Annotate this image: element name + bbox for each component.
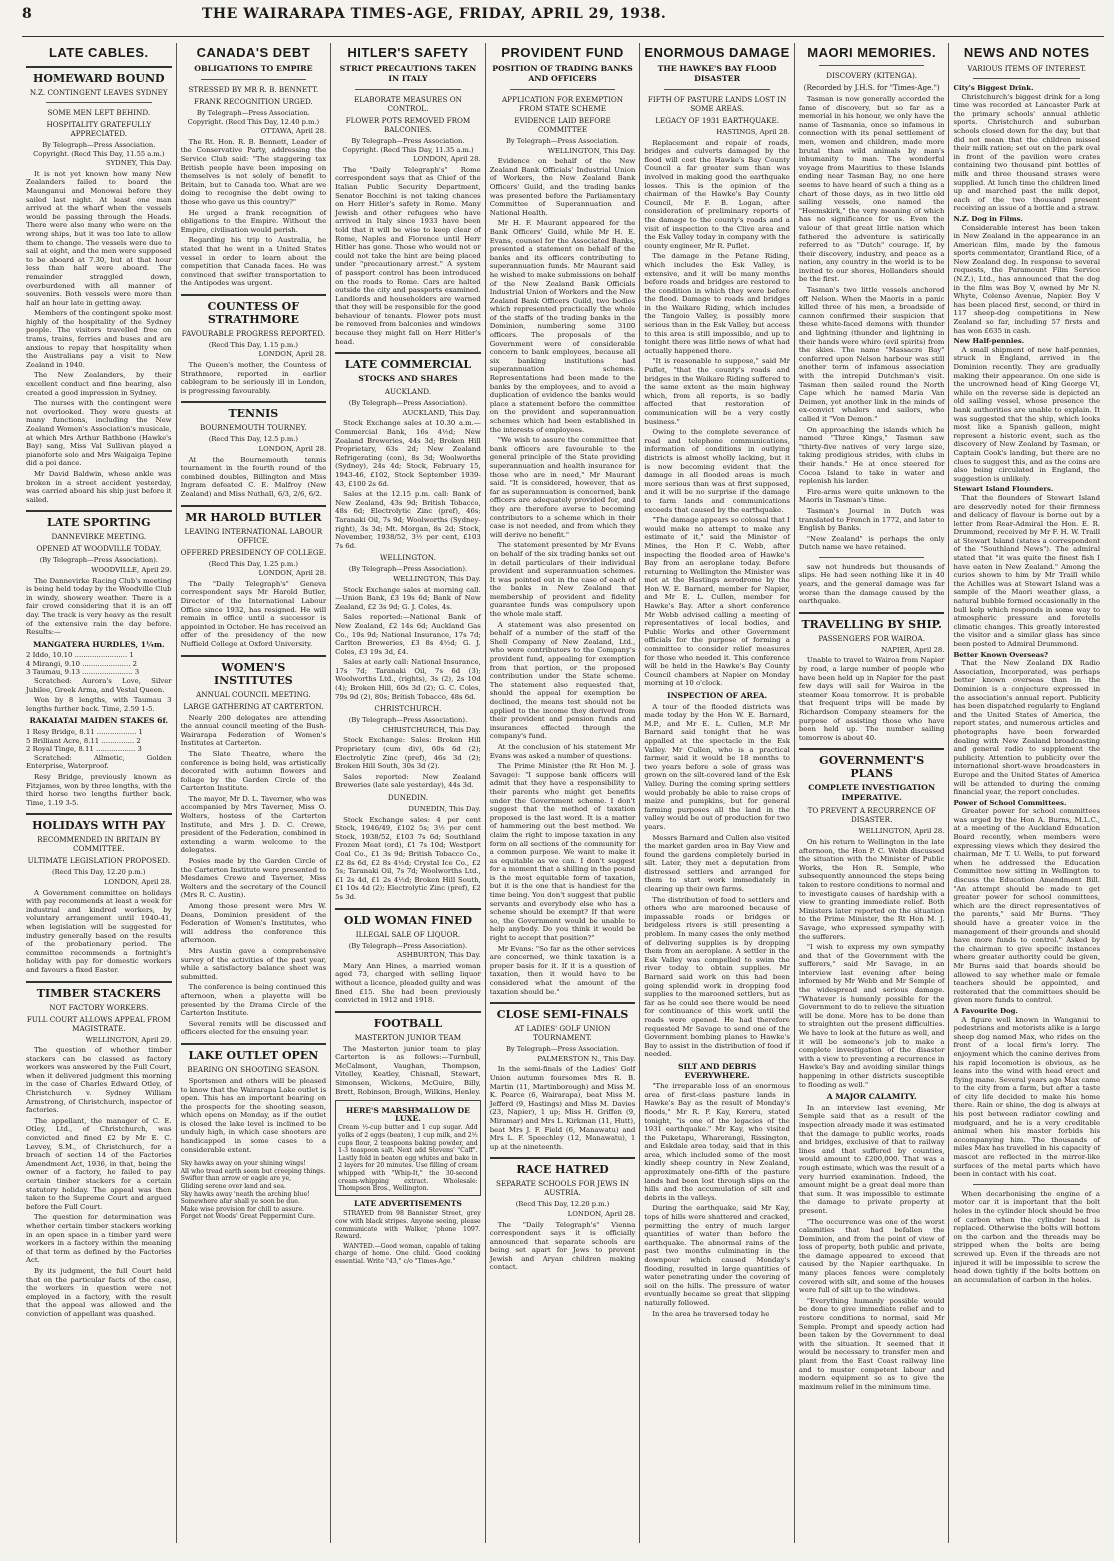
paragraph: Several remits will be discussed and officers elected for the ensuing year.	[180, 1019, 327, 1037]
subhead: ULTIMATE LEGISLATION PROPOSED.	[27, 856, 170, 866]
paragraph: When decarbonising the engine of a motor car it is important that the bolt holes in the cylinder block should be free of carbon when the cylinder head is replaced. Otherwise the bolts will bottom on the carbon and the threads may be stripped when the bolts are being screwed up. Even if the threads are not injured it will be impossible to screw the head down tightly if the bolts bottom on an accumulation of carbon in the holes.	[953, 1189, 1101, 1284]
column-1	[22, 43, 177, 1543]
divider	[510, 89, 616, 90]
subhead: FRANK RECOGNITION URGED.	[193, 97, 313, 106]
subhead: ILLEGAL SALE OF LIQUOR.	[355, 929, 461, 939]
section-heading: A MAJOR CALAMITY.	[826, 1092, 917, 1102]
paragraph: "It is reasonable to suppose," said Mr Puflet, "that the county's roads and bridges in the Waikare Riding suffered to the same extent as the main highway which, from all reports, is so badly affected that restoration of communication will be a very costly business."	[644, 357, 790, 426]
paragraph: The nurses with the contingent were not overlooked. They were guests at many functions, including the New Zealand Women's Association's musicale, at which Mrs Arthur Rathbone (Hawke's Bay) sang, Miss Val Sullivan played a pianoforte solo and Mrs Waigaiga Tepine did a poi dance.	[26, 399, 172, 468]
subhead: MASTERTON JUNIOR TEAM	[354, 1032, 462, 1042]
paragraph: By its judgment, the full Court held that on the particular facts of the case, the workers in question were not employed in a factory, with the result that the appeal was allowed and the conviction of appellant was quashed.	[26, 1266, 172, 1318]
section-heading: SILT AND DEBRIS EVERYWHERE.	[677, 1061, 757, 1080]
dateline: HASTINGS, April 28.	[716, 128, 790, 136]
paragraph: Greater power for school committees was urged by the Hon A. Burns, M.L.C., at a meeting of the Auckland Education Board recently, when members were expressing views which they desired the chairman, Mr T. U. Wells, to put forward when he addressed the Education Committee now sitting in Wellington to discuss the Education Amendment Bill. "An attempt should be made to get greater power for school committees, which are the direct representatives of the parents," said Mr Burns. "They should have a greater voice in the management of their grounds and should have more funds to control." Asked by the chairman to give specific instances where greater authority could be given, Mr Burns said that boards should be allowed to say whether male or female teachers should be appointed, and reiterated that the committees should be given more funds to control.	[953, 807, 1101, 1005]
subhead: FLOWER POTS REMOVED FROM BALCONIES.	[345, 116, 471, 134]
divider	[973, 78, 1080, 79]
paragraph: At the Bournemouth tennis tournament in the fourth round of the combined doubles, Billington and Miss Ingram defeated C. E. Malfroy (New Zealand) and Miss Nuthall, 6/3, 2/6, 6/2.	[180, 455, 327, 498]
headline-countess: COUNTESS OF STRATHMORE	[181, 294, 327, 326]
credit-line: (By Telegraph—Press Association).	[348, 399, 468, 408]
subhead: BEARING ON SHOOTING SEASON.	[187, 1064, 320, 1074]
headline-race-hatred: RACE HATRED	[490, 1157, 636, 1176]
classified-ad: STRAYED from 98 Bannister Street, grey cow with black stripes. Anyone seeing, please communicate with Walker, 'phone 1097. Reward.	[335, 1210, 481, 1241]
dateline: WELLINGTON, April 29.	[85, 1035, 172, 1044]
headline-enormous-damage: ENORMOUS DAMAGE	[644, 45, 790, 60]
dateline: LONDON, April 28.	[567, 1209, 636, 1218]
subhead: VARIOUS ITEMS OF INTEREST.	[967, 64, 1087, 73]
item-heading: N.Z. Dog in Films.	[953, 214, 1023, 223]
paragraph: Christchurch's biggest drink for a long time was recorded at Lancaster Park at the primary schools' annual athletic sports. Christchurch and suburban schools closed down for the day, but that did not mean that the children missed their milk ration; set out on the park oval in front of the pavilion were crates containing two thousand pint bottles of milk and three thousand straws were supplied. At lunch time the children lined up and marched past the milk depot, each of the two thousand present receiving an issue of a bottle and a straw.	[953, 92, 1101, 213]
column-2	[177, 43, 332, 1543]
subhead: DUNEDIN.	[387, 793, 428, 802]
paragraph: The Slate Theatre, where the conference is being held, was artistically decorated with autumn flowers and foliage by the Garden Circle of the Carterton Institute.	[180, 749, 327, 793]
paragraph: He urged a frank recognition of obligations to the Empire. Without the Empire, civilisation would perish.	[180, 208, 327, 234]
subhead: APPLICATION FOR EXEMPTION FROM STATE SCHEME	[501, 95, 624, 113]
subhead: N.Z. CONTINGENT LEAVES SYDNEY	[29, 88, 168, 97]
ad-title: HERE'S MARSHMALLOW DE LUXE.	[345, 1106, 470, 1123]
subhead: DANNEVIRKE MEETING.	[51, 532, 147, 542]
dateline: PALMERSTON N., This Day.	[537, 1054, 636, 1063]
credit-line: (Recd This Day, 12.20 p.m.)	[52, 868, 146, 877]
paragraph: Stock Exchange sales at 10.30 a.m.—Commercial Bank, 16s 4½d; New Zealand Breweries, 44s 3d; Broken Hill Proprietary, 63s 2d; New Zealand Refrigerating (con), 8s 3d; Woolworths (Sydney), 24s 4d; Stock, February 15, 1943-46, £102, Stock September 1939-43, £100 2s 6d.	[335, 419, 481, 488]
paragraph: Among those present were Mrs W. Deans, Dominion president of the Federation of Women's Institutes, who will address the conference this afternoon.	[180, 902, 327, 945]
paragraph: A figure well known in Wanganui to pedestrians and motorists alike is a large sheep dog named Max, who rides on the front of a local firm's lorry. The enjoyment which the canine derives from his rapid locomotion is obvious, as he leans into the wind with head erect and flying mane. Several years ago Max came to the city from a farm, but after a taste of city life decided to make his home there. Rain or shine, the dog is always at his post between radiator cowling and mudguard, and he is a very creditable animal when his master forbids his accompanying him. The thousands of miles Max has travelled in his capacity of mascot are reflected in the mirror-like surfaces of the metal parts which have been in contact with his coat.	[953, 1015, 1101, 1179]
paragraph: In the semi-finals of the Ladies' Golf Union autumn foursomes Mrs R. B. Martin (11, Martinborough) and Miss M. K. Pearce (6, Wairarapa), beat Miss M. Jefferd (9, Hastings) and Miss M. Davies (23, Napier), 1 up; Miss H. Griffen (9, Miramar) and Mrs L. Kirkman (11, Hutt), beat Mrs J. F. Field (6, Manawatu) and Mrs L. F. Speechley (12, Manawatu), 1 up at the nineteenth.	[489, 1065, 636, 1151]
dateline: LONDON, April 28.	[413, 155, 481, 164]
paragraph: Tasman is now generally accorded the fame of discovery, but so far as a memorial in his honour, we only have the name of Tasmania, once so infamous in connection with its penal settlement of men, women and children, made more brutal than wild animals by man's inhumanity to man. The wonderful voyage from Mauritius to these Islands ending near Tasman Bay, no one here seems to have heard of such a thing as a chart of those days, as in two little old sailing vessels, one named the "Heemskirk," the very meaning of which has no significance for us. Even the valour of that great little nation which fathered the adventure is satirically referred to as "Dutch" courage. If, by their discovery, industry, and peace as a nation, any country in the world is to be invited to our shores, Hollanders should be the first.	[798, 95, 945, 284]
race-result: 4 Mirangi, 9.10 ...................... 2	[26, 659, 137, 668]
race-result: 3 Taumau, 9.13 ....................... 3	[26, 668, 140, 677]
paragraph: The statement presented by Mr Evans on behalf of the six trading banks set out in detail particulars of their individual provident and superannuation schemes. It was pointed out in the case of each of the banks in New Zealand that membership of provident and fidelity guarantee funds was compulsory upon the whole male staff.	[489, 541, 636, 619]
subhead: SEPARATE SCHOOLS FOR JEWS IN AUSTRIA.	[496, 1179, 629, 1198]
paragraph: A tour of the flooded districts was made today by the Hon W. E. Barnard, M.P., and Mr E. L. Cullen, M.P. Mr Barnard said tonight that he was appalled at the spectacle in the Esk Valley. Mr Cullen, who is a practical farmer, said it would be 18 months to two years before a sole of grass was grown on the silt-covered land of the Esk Valley. During the coming spring settlers would probably be able to raise crops of maize and pumpkins, but for general farming purposes all the land in the valley would be out of production for two years.	[644, 702, 790, 831]
paragraph: The "Daily Telegraph's" Geneva correspondent says Mr Harold Butler, Director of the International Labour Office since 1932, has resigned. He will remain in office until a successor is appointed in October. He has received an offer of the presidency of the new Nuffield College at Oxford University.	[180, 579, 327, 648]
paragraph: "I wish to express my own sympathy and that of the Government with the sufferers," said Mr Savage, in an interview last evening after being informed by Mr Webb and Mr Semple of the widespread and serious damage. "Whatever is humanly possible for the Government to do to relieve the situation will be done. More has to be done than to straighten out the present difficulties. We have to look at the future as well, and it will be someone's job to make a complete investigation of the disaster with a view to preventing a recurrence in Hawke's Bay and avoiding similar things happening in other districts susceptible to flooding as well."	[798, 943, 945, 1089]
paragraph: Scratched: Aurora's Love, Silver Jubilee, Greek Arma, and Vestal Queen.	[26, 677, 172, 694]
dateline: WELLINGTON, This Day.	[393, 574, 481, 583]
paragraph: Unable to travel to Wairoa from Napier by road, a large number of people who have been held up in Napier for the past few days will sail for Wairoa in the steamer Koau tomorrow. It is probable that frequent trips will be made by Richardson Company steamers for the purpose of assisting those who have been held up. The number sailing tomorrow is about 40.	[798, 656, 945, 742]
paragraph: A Government committee on holidays with pay recommends at least a week for industrial and kindred workers, by voluntary arrangement until 1940-41, when legislation will be suggested for industry generally based on the results of the probationary period. The committee recommends a fortnight's holiday with pay for domestic workers and favours a fixed Easter.	[26, 888, 172, 974]
paragraph: During the earthquake, said Mr Kay, tops of hills were shattered and cracked, permitting the entry of much larger quantities of water than before the earthquake. The abnormal rains of the past two months culminating in the downpour which caused Monday's flooding, resulted in large quantities of water penetrating under the covering of soil on the hills. The pressure of water eventually became so great that slipping naturally followed.	[644, 1204, 790, 1307]
paragraph: Mr David Baldwin, whose ankle was broken in a street accident yesterday, was carried aboard his ship just before it sailed.	[26, 469, 172, 504]
dateline: WOODVILLE, April 29.	[91, 565, 172, 574]
paragraph: Messrs Barnard and Cullen also visited the market garden area in Bay View and found the gardens completely buried in silt. Later, they met a deputation from distressed settlers and arranged for them to start work immediately in clearing up their own farms.	[644, 833, 790, 894]
headline-maori-memories: MAORI MEMORIES.	[807, 45, 937, 60]
headline-harold-butler: MR HAROLD BUTLER	[181, 505, 327, 524]
paragraph: At the conclusion of his statement Mr Evans was asked a number of questions.	[489, 742, 636, 760]
paragraph: Evidence on behalf of the New Zealand Bank Officials' Industrial Union of Workers, the New Zealand Bank Officers' Guild, and the trading banks was presented before the Parliamentary Committee of Superannuation and National Health.	[489, 157, 636, 217]
paragraph: Mr Evans: "So far as the other services are concerned, we think taxation is a proper basis for it. If it is a question of taxation, then it would have to be considered what the amount of the taxation should be."	[489, 944, 636, 996]
headline-governments-plans: GOVERNMENT'S PLANS	[799, 748, 945, 780]
subhead: FIFTH OF PASTURE LANDS LOST IN SOME AREAS.	[647, 95, 787, 113]
paragraph: Sales reported: New Zealand Breweries (late sale yesterday), 44s 3d.	[335, 772, 481, 790]
subhead: OBLIGATIONS TO EMPIRE	[194, 64, 313, 73]
dateline: CHRISTCHURCH, This Day.	[382, 725, 481, 734]
dateline: SYDNEY, This Day.	[105, 159, 172, 168]
credit-line: By Telegraph—Press Association.	[505, 137, 620, 145]
item-heading: City's Biggest Drink.	[953, 84, 1034, 92]
credit-line: (By Telegraph—Press Association).	[348, 565, 468, 574]
paragraph: "New Zealand" is perhaps the only Dutch name we have retained.	[798, 534, 945, 552]
race-result: 1 Resy Bridge, 8.11 .................. 1	[26, 728, 143, 737]
paragraph: Fire-arms were quite unknown to the Maoris in Tasman's time.	[798, 487, 945, 505]
paragraph: In the area he traversed today he	[652, 1309, 770, 1318]
dateline: WELLINGTON, April 28.	[858, 827, 945, 836]
subhead: EVIDENCE LAID BEFORE COMMITTEE	[514, 116, 611, 134]
headline-news-and-notes: NEWS AND NOTES	[963, 45, 1090, 60]
ad-body: Cream ½-cup butter and 1 cup sugar. Add yolks of 2 eggs (beaten), 1 cup milk, and 2½ cups flour, 2 teaspoons baking powder, and 1-3 teaspoon salt. Next add Stevens' "Caff". Lastly fold in beaten egg whites and bake in 2 layers for 20 minutes. Use filling of cream whipped with "Whip-It," the 30-second cream-whipping extract. Wholesale: Thompson Bros., Wellington.	[338, 1124, 478, 1193]
subhead: NOT FACTORY WORKERS.	[49, 1002, 149, 1012]
poem-line: Somewhere afar shall ye soon be due.	[180, 1198, 300, 1206]
columns	[22, 43, 1104, 1543]
subhead: ELABORATE MEASURES ON CONTROL.	[354, 95, 462, 113]
column-7	[949, 43, 1104, 1543]
item-heading: Stewart Island Flounders.	[953, 485, 1054, 494]
paragraph: The conference is being continued this afternoon, when a playette will be presented by the Drama Circle of the Carterton Institute.	[180, 983, 327, 1018]
subhead: FAVOURABLE PROGRESS REPORTED.	[181, 328, 326, 338]
headline-womens-institutes: WOMEN'S INSTITUTES	[181, 655, 327, 687]
poem-line: All who tread earth seem but creeping things.	[180, 1167, 326, 1175]
paragraph: The mayor, Mr D. L. Taverner, who was accompanied by Mrs Taverner, Miss O. Wolters, hostess of the Carterton Institute, and Mrs J. D. C. Crewe, president of the Federation, combined in extending a warm welcome to the delegates.	[180, 794, 327, 855]
paragraph: The appellant, the manager of C. E. Otley, Ltd., of Christchurch, was convicted and fined £2 by Mr E. C. Levvey, S.M., of Christchurch, for a breach of section 14 of the Factories Amendment Act, 1936, in that, being the owner of a factory, he failed to pay certain timber stackers for a certain statutory holiday. The appeal was then taken to the Supreme Court and argued before the Full Court.	[26, 1116, 172, 1211]
poem-line: Swifter than arrow or eagle are ye,	[180, 1175, 292, 1183]
paragraph: Resy Bridge, previously known as Fitzjames, won by three lengths, with the third horse two lengths further back. Time, 1.19 3-5.	[26, 773, 172, 807]
headline-close-semi-finals: CLOSE SEMI-FINALS	[490, 1002, 636, 1021]
dateline: DUNEDIN, This Day.	[408, 805, 481, 813]
paragraph: The Masterton junior team to play Carterton is as follows:—Turnbull, McCalmont, Vaughan, Thompson, Vitelley, Keatley, Chisnall, Stewart, Simonsen, Wickens, McGuire, Billy, Brett, Robinson, Brough, Wilkins, Henley.	[335, 1044, 481, 1096]
page-number: 8	[22, 6, 32, 22]
paragraph: On his return to Wellington in the late afternoon, the Hon P. C. Webb discussed the situation with the Minister of Public Works, the Hon R. Semple, who subsequently announced the steps being taken to restore conditions to normal and to investigate causes of hardship with a view to granting immediate relief. Both Ministers later reported on the situation to the Prime Minister, the Rt Hon M. J. Savage, who expressed sympathy with the sufferers.	[798, 837, 945, 941]
subhead: POSITION OF TRADING BANKS AND OFFICERS	[492, 64, 633, 83]
headline-homeward-bound: HOMEWARD BOUND	[26, 66, 172, 85]
headline-timber-stackers: TIMBER STACKERS	[26, 981, 172, 1000]
divider	[355, 89, 461, 90]
credit-line: (Recd This Day, 1.15 p.m.)	[208, 340, 298, 349]
divider	[973, 1184, 1080, 1185]
poem-line: Sky hawks away 'neath the arching blue!	[180, 1190, 310, 1198]
subhead: LEGACY OF 1931 EARTHQUAKE.	[655, 116, 780, 125]
subhead: THE HAWKE'S BAY FLOOD DISASTER	[657, 64, 777, 83]
divider	[819, 557, 925, 558]
newspaper-title: THE WAIRARAPA TIMES-AGE, FRIDAY, APRIL 29, 1938.	[202, 6, 667, 22]
paragraph: Sales reported:—National Bank of New Zealand, £2 14s 6d; Auckland Gas Co., 19s 9d; National Insurance, 17s 7d; Carlton Breweries, £3 8s 4½d; G. J. Coles, £3 19s 3d, £4.	[335, 613, 481, 656]
poem-line: Forget not Woods' Great Peppermint Cure.	[180, 1213, 316, 1221]
paragraph: Stock Exchange: Sales: Broken Hill Proprietary (cum div), 60s 6d (2); Electrolytic Zinc (pref), 46s 3d (2); Broken Hill South, 30s 3d (2).	[335, 736, 481, 771]
headline-canadas-debt: CANADA'S DEBT	[196, 45, 311, 60]
subhead: FULL COURT ALLOWS APPEAL FROM MAGISTRATE.	[26, 1014, 171, 1033]
headline-late-sporting: LATE SPORTING	[26, 510, 172, 529]
item-heading: Better Known Overseas?	[953, 650, 1049, 659]
paragraph: Stock Exchange sales: 4 per cent Stock, 1946/49, £102 5s; 3½ per cent Stock, 1938/52, £103 7s 6d; Southland Frozen Meat (ord), £1 7s 10d; Westport Coal Co., £1 3s 9d; British Tobacco Co., £2 8s 6d, £2 8s 4½d; Crystal Ice Co., £2 5s; Taranaki Oil, 7s 7d; Woolworths Ltd., £1 2s 4d, £1 2s 4½d; Broken Hill South, £1 10s 4d (2); Electrolytic Zinc (pref), £2 5s 3d.	[335, 815, 481, 901]
paragraph: A statement was also presented on behalf of a number of the staff of the Shell Company of New Zealand, Ltd., who were contributors to the Company's provident fund, appealing for exemption from that portion, or the proposed contribution under the State scheme. The statement also requested that, should the appeal for exemption be declined, the means test should not be applied to the income they derived from their provident and pension funds and insurances effected through the company's fund.	[489, 620, 636, 741]
paragraph: It is not yet known how many New Zealanders failed to board the Maunganui and Monowai before they sailed last night. At least one man arrived at the wharf when the vessels would be passing through the Heads. There were also many who were on the wrong ships, but it was too late to allow them to change. The vessels were due to sail at eight, and the men were supposed to be aboard at 7.30, but at that hour less than half were aboard. The remainder straggled down, overburdened with all manner of souvenirs. Both vessels were more than half an hour late in getting away.	[26, 169, 172, 307]
classified-ad: WANTED.—Good woman, capable of taking charge of home. One child. Good cooking essential. Write "43," c/o "Times-Age."	[335, 1242, 481, 1265]
divider	[201, 79, 307, 80]
race-result: 2 Iddo, 10.10 ........................ 1	[26, 651, 134, 660]
paragraph: "The damage appears so colossal that I would make no attempt to make any estimate of it," said the Minister of Mines, the Hon P. C. Webb, after inspecting the flooded area of Hawke's Bay from an aeroplane today. Before returning to Wellington the Minister was met at the Hastings aerodrome by the Hon W. E. Barnard, member for Napier, and Mr E. L. Cullen, member for Hawke's Bay. After a short conference Mr Webb advised calling a meeting of representatives of local bodies, and Public Works and other Government officials for the purpose of forming a committee to consider relief measures for those who needed it. This conference will be held in the Hawke's Bay County Council chambers at Napier on Monday morning at 10 o'clock.	[644, 516, 790, 688]
headline-lake-outlet: LAKE OUTLET OPEN	[181, 1043, 327, 1062]
paragraph: Mr H. F. Maurant appeared for the Bank Officers' Guild, while Mr H. E. Evans, counsel for the Associated Banks, presented a statement on behalf of the banks and its officers contributing to superannuation funds. Mr Maurant said he wished to make submissions on behalf of the New Zealand Bank Officials Industrial Union of Workers and the New Zealand Bank Officers Guild, two bodies which represented practically the whole of the staffs of the trading banks in the Dominion, numbering some 3100 officers. The proposals of the Government were of considerable concern to bank employees, because all six banking institutions had superannuation schemes. Representations had been made to the banks by the employees, and to avoid a duplication of evidence the banks would place a statement before the committee on the provident and superannuation schemes which had been established in the interests of employees.	[489, 219, 636, 434]
dateline: ASHBURTON, This Day.	[397, 951, 481, 960]
dateline: NAPIER, April 28.	[881, 645, 945, 654]
credit-line: (By Telegraph—Press Association).	[348, 941, 468, 950]
subhead: SOME MEN LEFT BEHIND.	[47, 108, 151, 117]
credit-line: By Telegraph—Press Association. Copyright. (Recd This Day, 12.40 p.m.)	[187, 109, 320, 126]
paragraph: Nearly 200 delegates are attending the annual council meeting of the Bush-Wairarapa Federation of Women's Institutes at Carterton.	[180, 713, 327, 748]
subhead: STRESSED BY MR R. B. BENNETT.	[188, 85, 319, 94]
subhead: PASSENGERS FOR WAIROA.	[818, 633, 925, 643]
paragraph: Posies made by the Garden Circle of the Carterton Institute were presented to Mesdames Crewe and Taverner, Miss Wolters and the secretary of the Council (Mrs R. C. Austin).	[180, 857, 327, 900]
paragraph: Won by 8 lengths, with Taumau 3 lengths further back. Time, 2.59 1-5.	[26, 696, 172, 713]
subhead: COMPLETE INVESTIGATION IMPERATIVE.	[808, 783, 936, 803]
headline-old-woman-fined: OLD WOMAN FINED	[335, 908, 481, 927]
dateline: LONDON, April 28.	[258, 445, 327, 454]
paragraph: A small shipment of new half-pennies, struck in England, arrived in the Dominion recently. They are gradually making their appearance. On one side is the uncrowned head of King George VI, while on the reverse side is depicted an old sailing vessel, whose presence the bank authorities are unable to explain. It was suggested that the ship, which looks most like a Spanish galleon, might represent a historic event, such as the discovery of New Zealand by Tasman, or Captain Cook's landing, but there are no clues to suggest this, and as the coins are also being circulated in England, the suggestion is unlikely.	[953, 345, 1101, 483]
paragraph: Sales at early call: National Insurance, 17s 7d; Taranaki Oil, 7s 6d (3); Woolworths Ltd., (rights), 3s (2), 2s 10d (4); Broken Hill, 60s 3d (2); G. C. Coles, 79s 9d (2), 80s; British Tobacco, 48s 6d.	[335, 658, 481, 701]
poem-line: Gliding serene over land and sea.	[180, 1183, 286, 1191]
credit-line: (Recd This Day, 12.20 p.m.)	[515, 1200, 610, 1209]
item-heading: Power of School Committees.	[953, 798, 1067, 807]
paragraph: The Rt. Hon. R. B. Bennett, Leader of the Conservative Party, addressing the Service Club said: "The staggering tax British people have been imposing on themselves is not solely of benefit to Britain, but to Canada too. What are we doing to recognise the debt owing to those who gave us this country?"	[180, 137, 327, 206]
subhead: CHRISTCHURCH.	[374, 704, 442, 714]
credit-line: (Recd This Day, 1.25 p.m.)	[208, 559, 298, 568]
headline-tennis: TENNIS	[181, 401, 327, 420]
paragraph: Mary Ann Hines, a married woman aged 73, charged with selling liquor without a licence, pleaded guilty and was fined £15. She had been previously convicted in 1912 and 1918.	[335, 961, 481, 1005]
poem-line: Make wise provision for chill to assure.	[180, 1205, 305, 1213]
dateline: WELLINGTON, This Day.	[547, 146, 636, 155]
paragraph: The Dannevirke Racing Club's meeting is being held today by the Woodville Club in windy, showery weather. There is a fair crowd considering that it is an off day. The track is very heavy as the result of the extensive rain the day before. Results:—	[26, 576, 172, 637]
paragraph: "Everything humanly possible would be done to give immediate relief and to restore conditions to normal, said Mr Semple. Prompt and speedy action had been taken by the Government to deal with the situation. It seemed that it would be necessary to transfer men and plant from the East Coast railway line and to muster competent labour and modern equipment so as to give the maximum relief in the minimum time.	[798, 1296, 945, 1391]
headline-hitlers-safety: HITLER'S SAFETY	[347, 45, 469, 60]
divider	[46, 102, 152, 103]
paragraph: Sportsmen and others will be pleased to know that the Wairarapa Lake outlet is open. This has an important bearing on the prospects for the shooting season, which opens on Monday, as if the outlet is closed the lake level is inclined to be unduly high, in which case shooters are handicapped in some cases to a considerable extent.	[180, 1076, 327, 1154]
paragraph: The question of whether timber stackers can be classed as factory workers was answered by the Full Court, when it delivered judgment this morning in the case of Charles Edward Otley, of Christchurch v. Sydney William Armstrong, of Christchurch, inspector of factories.	[26, 1046, 172, 1115]
dateline: LONDON, April 28.	[258, 350, 327, 359]
subhead: OPENED AT WOODVILLE TODAY.	[36, 544, 162, 554]
paragraph: The "Daily Telegraph's" Rome correspondent says that as Chief of the Italian Public Security Department, Senator Bocchini is not taking chances on Herr Hitler's safety in Rome. Many Jewish and other refugees who have arrived in Italy since 1933 have been told that it will be wise to keep clear of Rome, Naples and Florence until Herr Hitler has gone. Those who would not or could not take the hint are being placed under "precautionary arrest." A system of passport control has been introduced on the roads to Rome. Cars are halted outside the city and passports examined. Landlords and householders are warned that they will be responsible for the good behaviour of tenants. Flower pots must be removed from balconies and windows because they might fall on Herr Hitler's head.	[335, 165, 481, 346]
paragraph: The distribution of food to settlers and others who are marooned because of impassable roads or bridges or bridgeless rivers is still presenting a problem. In many cases the only method of delivering supplies is by dropping them from an aeroplane. A settler in the Esk Valley was compelled to swim the river today to obtain supplies. Mr Barnard said work on this had been going splendid work in dropping food supplies to the marooned settlers, but as far as he could see there would be need for continuance of this work until the roads were opened. He had therefore requested Mr Savage to send one of the Government bombing planes to Hawke's Bay to assist in the distribution of food if needed.	[644, 895, 790, 1059]
paragraph: "The occurrence was one of the worst calamities that had befallen the Dominion, and from the point of view of loss of property, both public and private, the damage appeared to exceed that caused by the Napier earthquake. In many places fences were completely covered with silt, and some of the houses were full of silt up to the windows.	[798, 1217, 945, 1295]
subhead: ANNUAL COUNCIL MEETING.	[196, 689, 311, 699]
subhead: RECOMMENDED IN BRITAIN BY COMMITTEE.	[37, 835, 161, 854]
masthead	[22, 6, 1104, 37]
credit-line: (By Telegraph—Press Association).	[39, 556, 158, 565]
race-result: 5 Brilliant Acre, 8.11 ............... 2	[26, 736, 141, 745]
paragraph: The damage in the Petane Riding, which includes the Esk Valley, is extensive, and it will be many months before roads and bridges are restored to the condition in which they were before the flood. Damage to roads and bridges in the Waikare Riding, which includes the Tangoio Valley, is possibly more serious than in the Esk Valley, but access to this area is still impossible, and up to tonight there was little news of what had actually happened there.	[644, 252, 790, 355]
subhead: WELLINGTON.	[380, 553, 436, 563]
headline-travelling-by-ship: TRAVELLING BY SHIP.	[799, 612, 945, 631]
subhead: AUCKLAND.	[384, 387, 432, 397]
subhead: STRICT PRECAUTIONS TAKEN IN ITALY	[339, 64, 477, 83]
headline-late-cables: LATE CABLES.	[48, 45, 149, 60]
paragraph: Tasman's Journal in Dutch was translated to French in 1772, and later to English by Banks.	[798, 506, 945, 533]
subhead: OFFERED PRESIDENCY OF COLLEGE.	[180, 547, 327, 557]
advertisement	[335, 1100, 481, 1196]
race-title: RAKAIATAI MAIDEN STAKES 6f.	[29, 716, 169, 726]
paragraph: Replacement and repair of roads, bridges and culverts damaged by the flood will cost the Hawke's Bay County Council a far greater sum than was involved in making good the earthquake losses. This is the opinion of the chairman of the Hawke's Bay County Council, Mr F. B. Logan, after consideration of preliminary reports of the damage to the county's roads and a visit of inspection to the Clive area and the Esk Valley today in company with the county engineer, Mr R. Puflet.	[644, 138, 790, 250]
paragraph: The Queen's mother, the Countess of Strathmore, reported in earlier cablegram to be seriously ill in London, is progressing favourably.	[180, 361, 327, 395]
paragraph: Considerable interest has been taken in New Zealand in the appearance in an American film, made by the famous sports commentator, Grantland Rice, of a New Zealand dog. In response to several requests, the Paramount Film Service (N.Z.), Ltd., has announced that the dog in the film was Boy V, owned by Mr N. Whyte, Colenso Avenue, Napier. Boy V has been placed first, second, or third in 117 sheep-dog competitions in New Zealand so far, including 57 firsts and has won £635 in cash.	[953, 223, 1101, 335]
paragraph: Members of the contingent spoke most highly of the hospitality of the Sydney people. The visitors travelled free on trams, trains, ferries and buses and are anxious to repay that hospitality when the Australians pay a visit to New Zealand in 1940.	[26, 309, 172, 369]
column-5	[640, 43, 795, 1543]
paragraph: Sales at the 12.15 p.m. call: Bank of New Zealand, 43s 9d; British Tobacco, 48s 6d; Electrolytic Zinc (pref), 46s; Taranaki Oil, 7s 9d; Woolworths (Sydney-right), 3s 3d; Mt. Morgan, 8s 2d; Stock, November, 1938/52, 3½ per cent, £103 7s 6d.	[335, 490, 481, 550]
dateline: OTTAWA, April 28.	[260, 127, 327, 136]
column-3	[331, 43, 486, 1543]
credit-line: By Telegraph—Press Association. Copyright. (Recd This Day, 11.55 a.m.)	[33, 141, 165, 158]
paragraph: That the New Zealand DX Radio Association, Incorporated, was perhaps better known overseas than in the Dominion is a conjecture expressed in the association's annual report. Publicity has been dispatched regularly to England and the United States of America, the report states, and numerous articles and photographs have been forwarded dealing with New Zealand broadcasting and general radio to supplement the publicity. Attention to publicity over the international short-wave broadcasters in Europe and the United States of America will be attended to during the coming financial year, the report concludes.	[953, 659, 1101, 797]
headline-late-commercial: LATE COMMERCIAL	[335, 352, 481, 371]
race-result: 2 Royal Tinge, 8.11 .................. 3	[26, 745, 142, 754]
headline-football: FOOTBALL	[335, 1011, 481, 1030]
column-4	[486, 43, 641, 1543]
paragraph: The question for determination was whether certain timber stackers working in an open space in a timber yard were workers in a factory within the meaning of that term as defined by the Factories Act.	[26, 1213, 172, 1265]
paragraph: Mrs Austin gave a comprehensive survey of the activities of the past year, while a satisfactory balance sheet was submitted.	[180, 946, 327, 981]
credit-line: By Telegraph—Press Association.	[505, 1045, 620, 1054]
item-heading: New Half-pennies.	[953, 337, 1025, 346]
paragraph: On approaching the islands which he named "Three Kings," Tasman saw "thirty-five natives of very large size, taking prodigious strides, with clubs in their hands." He at once steered for Cocoa Island to take in water and replenish his larder.	[798, 425, 945, 486]
paragraph: Tasman's two little vessels anchored off Nelson. When the Maoris in a panic killed three of his men, a broadside of cannon confirmed their suspicion that these white-faced demons with thunder and lightning (thunder and lightning in their hands were whiro (evil spirits) from the skies. The name "Massacre Bay" conferred upon Nelson harbour was still another term of infamous association with the intrepid Dutchman's visit. Tasman then sailed round the North Cape which he named Maria Van Deimen, yet another link in the minds of ex-convict whalers and sailors, who called it "Von Demon."	[798, 286, 945, 423]
section-heading: INSPECTION OF AREA.	[667, 691, 768, 700]
credit-line: (By Telegraph—Press Association).	[348, 716, 468, 725]
subhead: TO PREVENT A RECURRENCE OF DISASTER.	[807, 806, 936, 825]
race-title: MANGATERA HURDLES, 1¼m.	[32, 639, 165, 649]
poem-line: Sky hawks away on your shining wings!	[180, 1160, 306, 1168]
headline-holidays-with-pay: HOLIDAYS WITH PAY	[26, 813, 172, 832]
paragraph: The Prime Minister (the Rt Hon M. J. Savage): "I suppose bank officers will admit that they have a responsibility to their parents who might get benefits under the Government scheme. I don't suggest that the method of taxation proposed is the last word. It is a matter of hammering out the best method. We claim the right to impose taxation in any form on all sections of the community for a common purpose. We want to make it as equitable as we can. I don't suggest for a moment that a shilling in the pound is the most equitable form of taxation, but it is the one that is handiest for the time being. You don't suggest that public servants and everybody else who has a scheme should be exempt? If that were so, the Government would be unable to help anybody. Do you think it would be right to accept that position?"	[489, 762, 636, 943]
paragraph: Scratched: Allmetic, Golden Enterprise, Waterproof.	[26, 753, 172, 771]
paragraph: The New Zealanders, by their excellent conduct and fine bearing, also created a good impression in Sydney.	[26, 371, 172, 397]
subhead: BOURNEMOUTH TOURNEY.	[199, 423, 307, 433]
paragraph: saw not hundreds but thousands of slips. He had seen nothing like it in 40 years, and the general damage was far worse than the damage caused by the earthquake.	[798, 562, 945, 606]
subhead: DISCOVERY (KITENGA).	[826, 71, 918, 80]
subhead: LEAVING INTERNATIONAL LABOUR OFFICE.	[184, 526, 323, 545]
paragraph: Stock Exchange sales at morning call.—Union Bank, £3 19s 6d; Bank of New Zealand, £2 3s 9d; G. J. Coles, 4s.	[335, 585, 481, 611]
paragraph: Regarding his trip to Australia, he stated that he went in a United States vessel in order to learn about the competition that Canada faces. He was convinced that swifter transportation to the Antipodes was urgent.	[180, 236, 327, 288]
subhead: HOSPITALITY GRATEFULLY APPRECIATED.	[46, 120, 152, 138]
paragraph: In an interview last evening, Mr Semple said that as a result of the inspection already made it was estimated that the damage to public works, roads and bridges, exclusive of that to railway lines and that suffered by counties, would amount to £200,000. That was a rough estimate, which was the result of a very hurried examination. Indeed, the amount might be a great deal more than that sum. It was impossible to estimate the damage to private property at present.	[798, 1103, 945, 1215]
subhead: STOCKS AND SHARES	[358, 374, 458, 384]
dateline: LONDON, April 28.	[258, 569, 327, 578]
credit-line: (Recd This Day, 12.5 p.m.)	[208, 435, 298, 444]
paragraph: That the flounders of Stewart Island are deservedly noted for their firmness and delicacy of flavour is borne out by a letter from Rear-Admiral the Hon. E. R. Drummond, received by Mr F. H. W. Traill at Stewart Island (states a correspondent of the "Southland News"). The admiral stated that "it was quite the finest fish I have eaten in New Zealand." Among the curios shown to him by Mr Traill while the Achilles was at Stewart Island was a sample of the Maori weather glass, a natural bubble formed occasionally in the bull kelp which responds in some way to atmospheric pressure and foretells climatic changes. This greatly interested the visitor and a similar glass has since been posted to Admiral Drummond.	[953, 493, 1101, 648]
paragraph: The "Daily Telegraph's" Vienna correspondent says it is officially announced that separate schools are being set apart for Jews to prevent Jewish and Aryan children making contact.	[489, 1220, 636, 1272]
headline-provident-fund: PROVIDENT FUND	[501, 45, 624, 60]
divider	[664, 89, 770, 90]
paragraph: "The irreparable loss of an enormous area of first-class pasture lands in Hawke's Bay as the result of Monday's floods," Mr R. P. Kay, Kereru, stated tonight, "is one of the legacies of the 1931 earthquake." Mr Kay, who visited the Puketapu, Wharerangi, Rissington, and Eskdale area today, said that in this area, which included some of the most kindly sheep country in New Zealand, approximately one-fifth of the pasture lands had been lost through slips on the hills and the accumulation of silt and debris in the valleys.	[644, 1082, 790, 1202]
divider	[819, 65, 925, 66]
paragraph: Owing to the complete severance of road and telephone communications, information of conditions in outlying districts is almost wholly lacking, but it is now becoming evident that the damage in all flooded areas is much more serious than was at first supposed, and it will be no surprise if the damage to farm lands and communications exceeds that caused by the earthquake.	[644, 428, 790, 514]
credit-line: By Telegraph—Press Association. Copyright. (Recd This Day, 11.35 a.m.)	[342, 137, 474, 154]
late-advertisements-heading: LATE ADVERTISEMENTS	[354, 1198, 462, 1208]
item-heading: A Favourite Dog.	[953, 1006, 1018, 1015]
subhead: AT LADIES' GOLF UNION TOURNAMENT.	[514, 1024, 611, 1043]
column-6	[795, 43, 950, 1543]
dateline: LONDON, April 28.	[103, 877, 172, 886]
subhead: (Recorded by J.H.S. for "Times-Age.")	[803, 83, 940, 92]
subhead: LARGE GATHERING AT CARTERTON.	[183, 701, 324, 711]
dateline: AUCKLAND, This Day.	[402, 408, 481, 417]
paragraph: "We wish to assure the committee that bank officers are favourable to the general principle of the State providing superannuation and health insurance for those who are in need," Mr Maurant said. "It is considered, however, that as far as superannuation is concerned, bank officers are adequately provided for, and they are therefore averse to becoming contributors to a scheme which in their case is not needed, and from which they will derive no benefit."	[489, 436, 636, 539]
